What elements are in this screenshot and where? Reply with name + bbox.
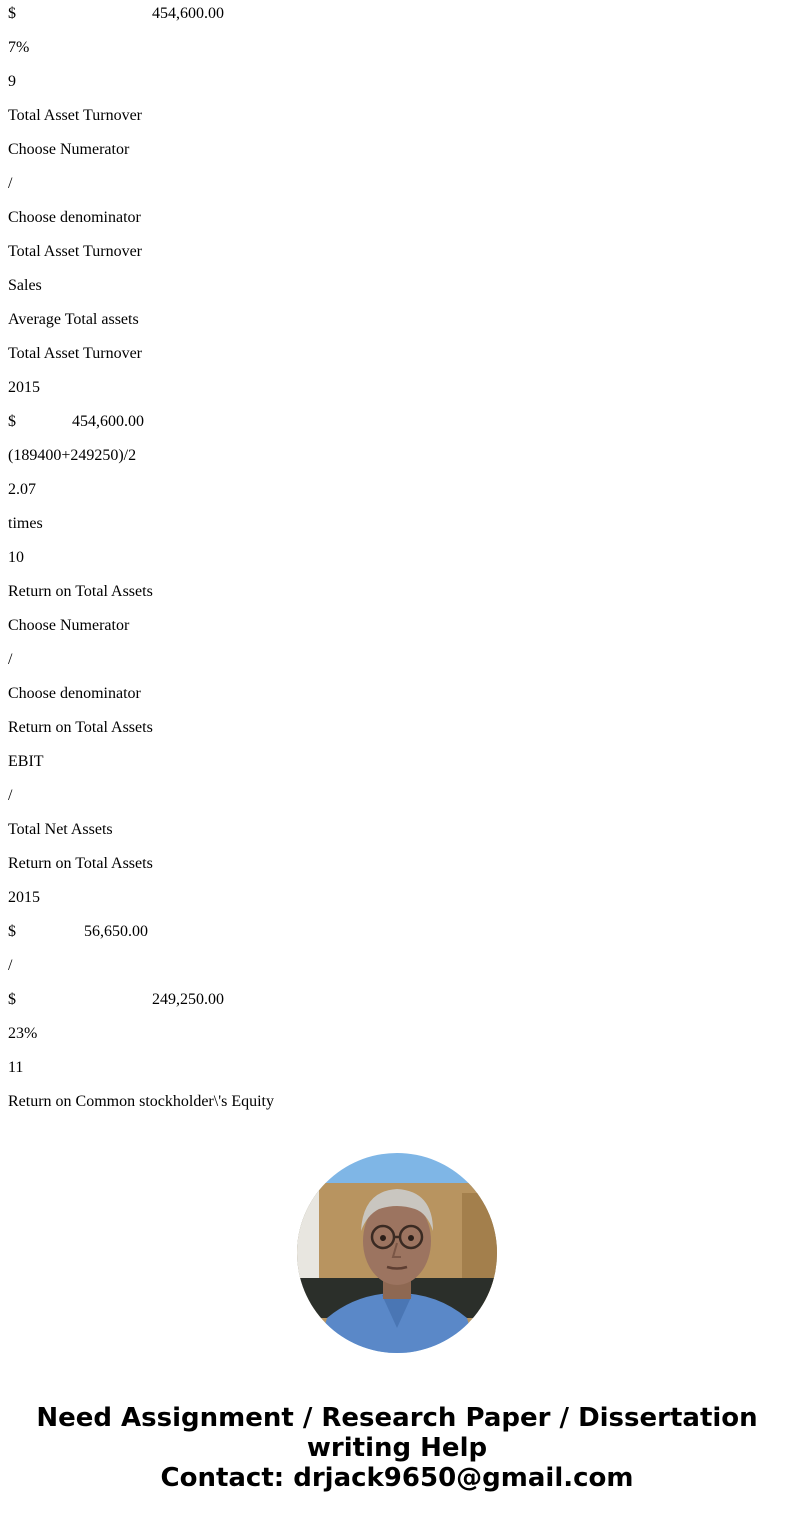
line-18: Choose Numerator (8, 617, 130, 634)
line-6: Choose denominator (8, 209, 141, 226)
line-21: Return on Total Assets (8, 719, 153, 736)
currency-symbol: $ (8, 413, 16, 430)
amount-value: 454,600.00 (72, 413, 144, 430)
line-7: Total Asset Turnover (8, 243, 142, 260)
line-11: 2015 (8, 379, 40, 396)
line-20: Choose denominator (8, 685, 141, 702)
line-19: / (8, 651, 13, 668)
contact-banner (0, 1403, 794, 1493)
line-22: EBIT (8, 753, 44, 770)
person-photo-icon (297, 1153, 497, 1353)
amount-value: 454,600.00 (152, 5, 224, 22)
line-30: 23% (8, 1025, 38, 1042)
line-3: Total Asset Turnover (8, 107, 142, 124)
line-26: 2015 (8, 889, 40, 906)
currency-symbol: $ (8, 923, 16, 940)
line-23: / (8, 787, 13, 804)
line-1: 7% (8, 39, 30, 56)
line-29 (8, 990, 308, 1010)
line-31: 11 (8, 1059, 24, 1076)
line-16: 10 (8, 549, 24, 566)
line-9: Average Total assets (8, 311, 139, 328)
line-4: Choose Numerator (8, 141, 130, 158)
contact-email: Contact: drjack9650@gmail.com (160, 1463, 634, 1493)
banner-line-2: writing Help (306, 1433, 488, 1463)
amount-value: 56,650.00 (84, 923, 148, 940)
line-12 (8, 412, 308, 432)
line-8: Sales (8, 277, 42, 294)
line-32: Return on Common stockholder\'s Equity (8, 1093, 274, 1110)
line-15: times (8, 515, 43, 532)
line-24: Total Net Assets (8, 821, 113, 838)
line-10: Total Asset Turnover (8, 345, 142, 362)
line-14: 2.07 (8, 481, 36, 498)
line-0 (8, 4, 308, 24)
line-2: 9 (8, 73, 16, 90)
line-13: (189400+249250)/2 (8, 447, 137, 464)
line-28: / (8, 957, 13, 974)
line-25: Return on Total Assets (8, 855, 153, 872)
line-27 (8, 922, 308, 942)
amount-value: 249,250.00 (152, 991, 224, 1008)
line-17: Return on Total Assets (8, 583, 153, 600)
line-5: / (8, 175, 13, 192)
currency-symbol: $ (8, 991, 16, 1008)
person-photo-avatar (297, 1153, 497, 1353)
banner-line-1: Need Assignment / Research Paper / Dissertation (36, 1403, 758, 1433)
currency-symbol: $ (8, 5, 16, 22)
